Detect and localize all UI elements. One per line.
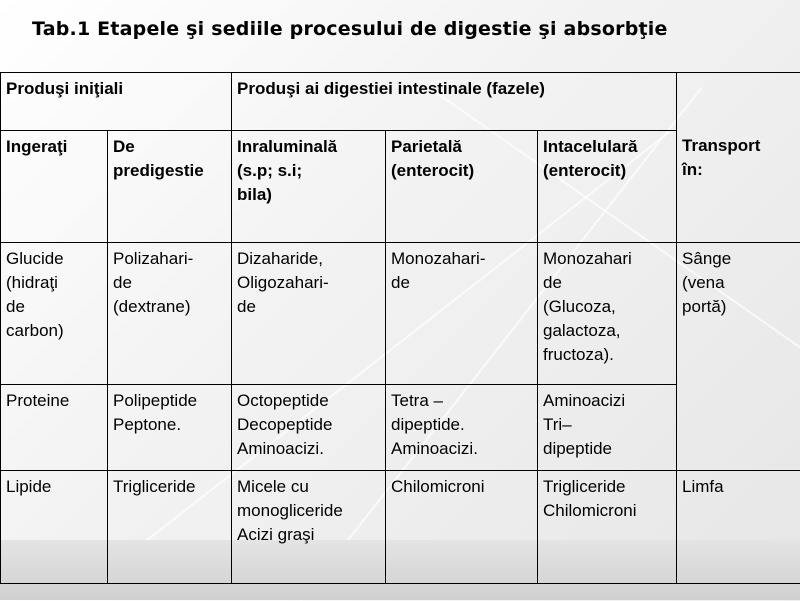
table-row-glucide xyxy=(1,243,800,385)
header-row-1 xyxy=(1,73,800,131)
cell-intraluminal: Octopeptide Decopeptide Aminoacizi. xyxy=(232,385,386,471)
digestion-table xyxy=(0,72,800,584)
cell-parietal: Monozahari- de xyxy=(386,243,538,385)
cell-predigestion: Polipeptide Peptone. xyxy=(108,385,232,471)
header-intracellular: Intacelulară (enterocit) xyxy=(538,131,677,243)
cell-intraluminal: Dizaharide, Oligozahari- de xyxy=(232,243,386,385)
cell-ingested: Lipide xyxy=(1,471,108,584)
page-title: Tab.1 Etapele şi sediile procesului de digestie şi absorbţie xyxy=(32,18,668,40)
header-predigestion: De predigestie xyxy=(108,131,232,243)
cell-transport: Sânge (vena portă) xyxy=(677,243,800,471)
cell-parietal: Chilomicroni xyxy=(386,471,538,584)
cell-ingested: Proteine xyxy=(1,385,108,471)
cell-transport: Limfa xyxy=(677,471,800,584)
cell-parietal: Tetra – dipeptide. Aminoacizi. xyxy=(386,385,538,471)
header-transport: Transport în: xyxy=(677,73,800,243)
header-parietal: Parietală (enterocit) xyxy=(386,131,538,243)
header-digestion-products: Produşi ai digestiei intestinale (fazele) xyxy=(232,73,677,131)
cell-intracellular: Monozahari de (Glucoza, galactoza, fructoza). xyxy=(538,243,677,385)
cell-intracellular: Aminoacizi Tri– dipeptide xyxy=(538,385,677,471)
cell-predigestion: Polizahari- de (dextrane) xyxy=(108,243,232,385)
cell-intraluminal: Micele cu monogliceride Acizi graşi xyxy=(232,471,386,584)
header-ingested: Ingeraţi xyxy=(1,131,108,243)
cell-predigestion: Trigliceride xyxy=(108,471,232,584)
cell-intracellular: Trigliceride Chilomicroni xyxy=(538,471,677,584)
cell-ingested: Glucide (hidraţi de carbon) xyxy=(1,243,108,385)
header-initial-products: Produşi iniţiali xyxy=(1,73,232,131)
header-intraluminal: Inraluminală (s.p; s.i; bila) xyxy=(232,131,386,243)
table-row-lipide xyxy=(1,471,800,584)
